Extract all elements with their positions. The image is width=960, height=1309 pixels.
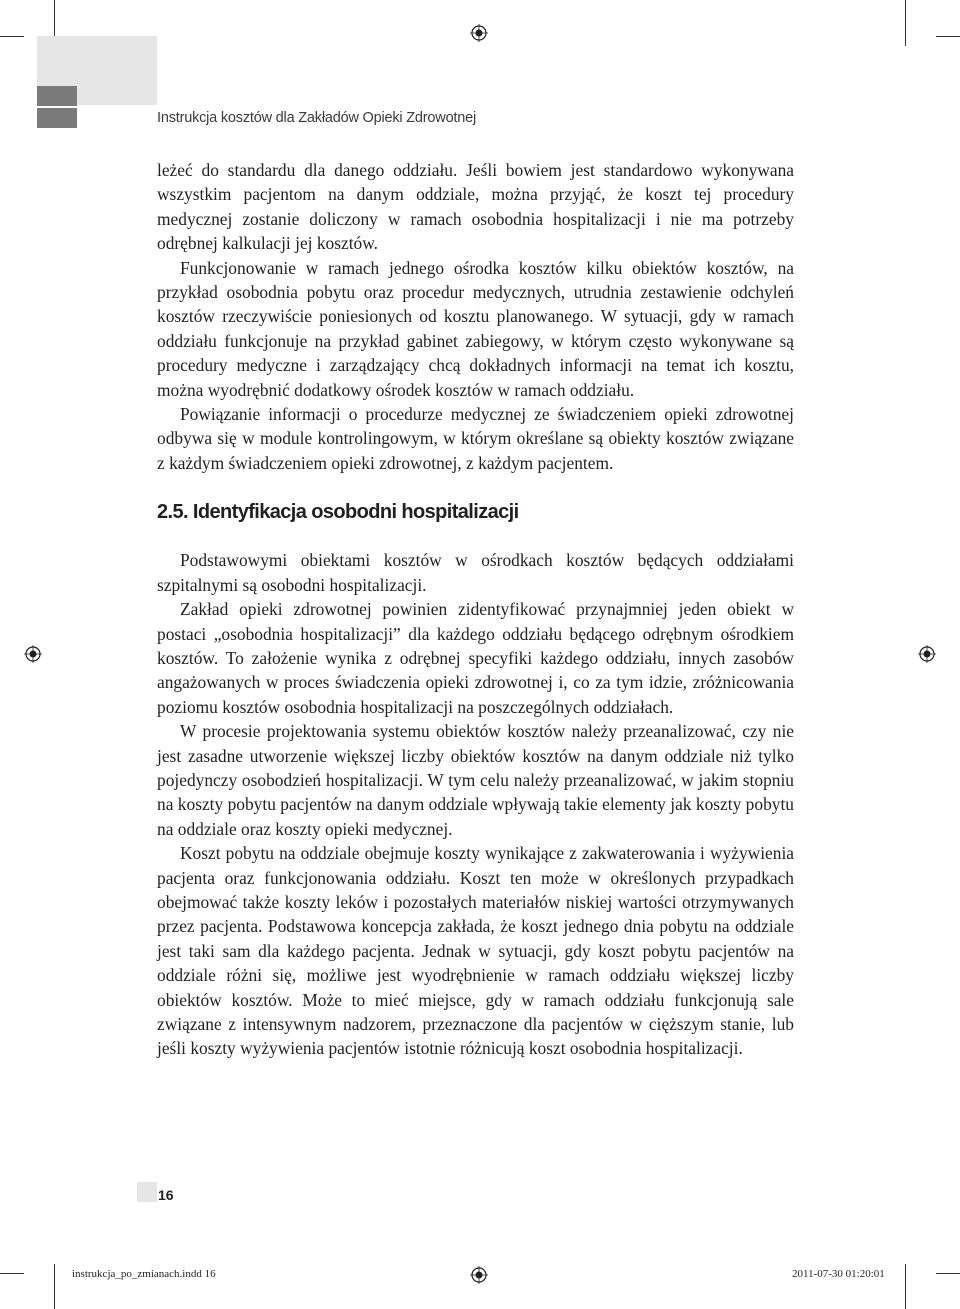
header-dark-block — [37, 86, 77, 106]
slug-timestamp: 2011-07-30 01:20:01 — [792, 1268, 885, 1280]
paragraph: leżeć do standardu dla danego oddziału. Jeśli bowiem jest standardowo wykonywana wszystkim pacjentom na danym oddziale, można przyjąć, że koszt tej procedury medycznej zostanie doliczony w ramach osobodnia hospitalizacji i nie ma potrzeby odrębnej kalkulacji jej kosztów. — [157, 160, 794, 254]
page-number-box — [137, 1182, 157, 1202]
registration-mark-icon — [470, 24, 488, 42]
paragraph: W procesie projektowania systemu obiektów kosztów należy przeanalizować, czy nie jest zasadne utworzenie większej liczby obiektów kosztów na danym oddziale niż tylko pojedynczy osobodzień hospitalizacji. W tym celu należy przeanalizować, w jakim stopniu na koszty pobytu pacjentów na danym oddziale wpływają takie elementy jak koszty pobytu na oddziale oraz koszty opieki medycznej. — [157, 721, 794, 839]
crop-mark — [0, 36, 24, 37]
crop-mark — [936, 1273, 960, 1274]
registration-mark-icon — [24, 645, 42, 663]
paragraph: Zakład opieki zdrowotnej powinien zidentyfikować przynajmniej jeden obiekt w postaci „osobodnia hospitalizacji” dla każdego oddziału będącego odrębnym ośrodkiem kosztów. To założenie wynika z odrębnej specyfiki każdego oddziału, innych zasobów angażowanych w proces świadczenia opieki zdrowotnej i, co za tym idzie, zróżnicowania poziomu kosztów osobodnia hospitalizacji na poszczególnych oddziałach. — [157, 599, 794, 717]
crop-mark — [0, 1273, 24, 1274]
registration-mark-icon — [470, 1266, 488, 1284]
page-number: 16 — [158, 1187, 174, 1203]
paragraph: Powiązanie informacji o procedurze medycznej ze świadczeniem opieki zdrowotnej odbywa się w module kontrolingowym, w którym określane są obiekty kosztów związane z każdym świadczeniem opieki zdrowotnej, z każdym pacjentem. — [157, 404, 794, 473]
crop-mark — [905, 0, 906, 46]
registration-mark-icon — [918, 645, 936, 663]
crop-mark — [936, 36, 960, 37]
crop-mark — [905, 1264, 906, 1309]
running-header: Instrukcja kosztów dla Zakładów Opieki Zdrowotnej — [157, 110, 477, 126]
header-dark-block — [37, 108, 77, 128]
paragraph: Podstawowymi obiektami kosztów w ośrodkach kosztów będących oddziałami szpitalnymi są osobodni hospitalizacji. — [157, 550, 794, 595]
page-body — [157, 158, 794, 1061]
section-heading: 2.5. Identyfikacja osobodni hospitalizacji — [157, 501, 519, 524]
paragraph: Funkcjonowanie w ramach jednego ośrodka kosztów kilku obiektów kosztów, na przykład osobodnia pobytu oraz procedur medycznych, utrudnia zestawienie odchyleń kosztów rzeczywiście poniesionych od kosztu planowanego. W sytuacji, gdy w ramach oddziału funkcjonuje na przykład gabinet zabiegowy, w którym często wykonywane są procedury medyczne i zarządzający chcą dokładnych informacji na temat ich kosztu, można wyodrębnić dodatkowy ośrodek kosztów w ramach oddziału. — [157, 257, 794, 400]
paragraph: Koszt pobytu na oddziale obejmuje koszty wynikające z zakwaterowania i wyżywienia pacjenta oraz funkcjonowania oddziału. Koszt ten może w określonych przypadkach obejmować także koszty leków i pozostałych materiałów niskiej wartości otrzymywanych przez pacjenta. Podstawowa koncepcja zakłada, że koszt jednego dnia pobytu na oddziale jest taki sam dla każdego pacjenta. Jednak w sytuacji, gdy koszt pobytu pacjentów na oddziale różni się, możliwe jest wyodrębnienie w ramach oddziału większej liczby obiektów kosztów. Może to mieć miejsce, gdy w ramach oddziału funkcjonują sale związane z intensywnym nadzorem, przeznaczone dla pacjentów w cięższym stanie, lub jeśli koszty wyżywienia pacjentów istotnie różnicują koszt osobodnia hospitalizacji. — [157, 843, 794, 1059]
slug-filename: instrukcja_po_zmianach.indd 16 — [72, 1268, 216, 1280]
crop-mark — [54, 1264, 55, 1309]
